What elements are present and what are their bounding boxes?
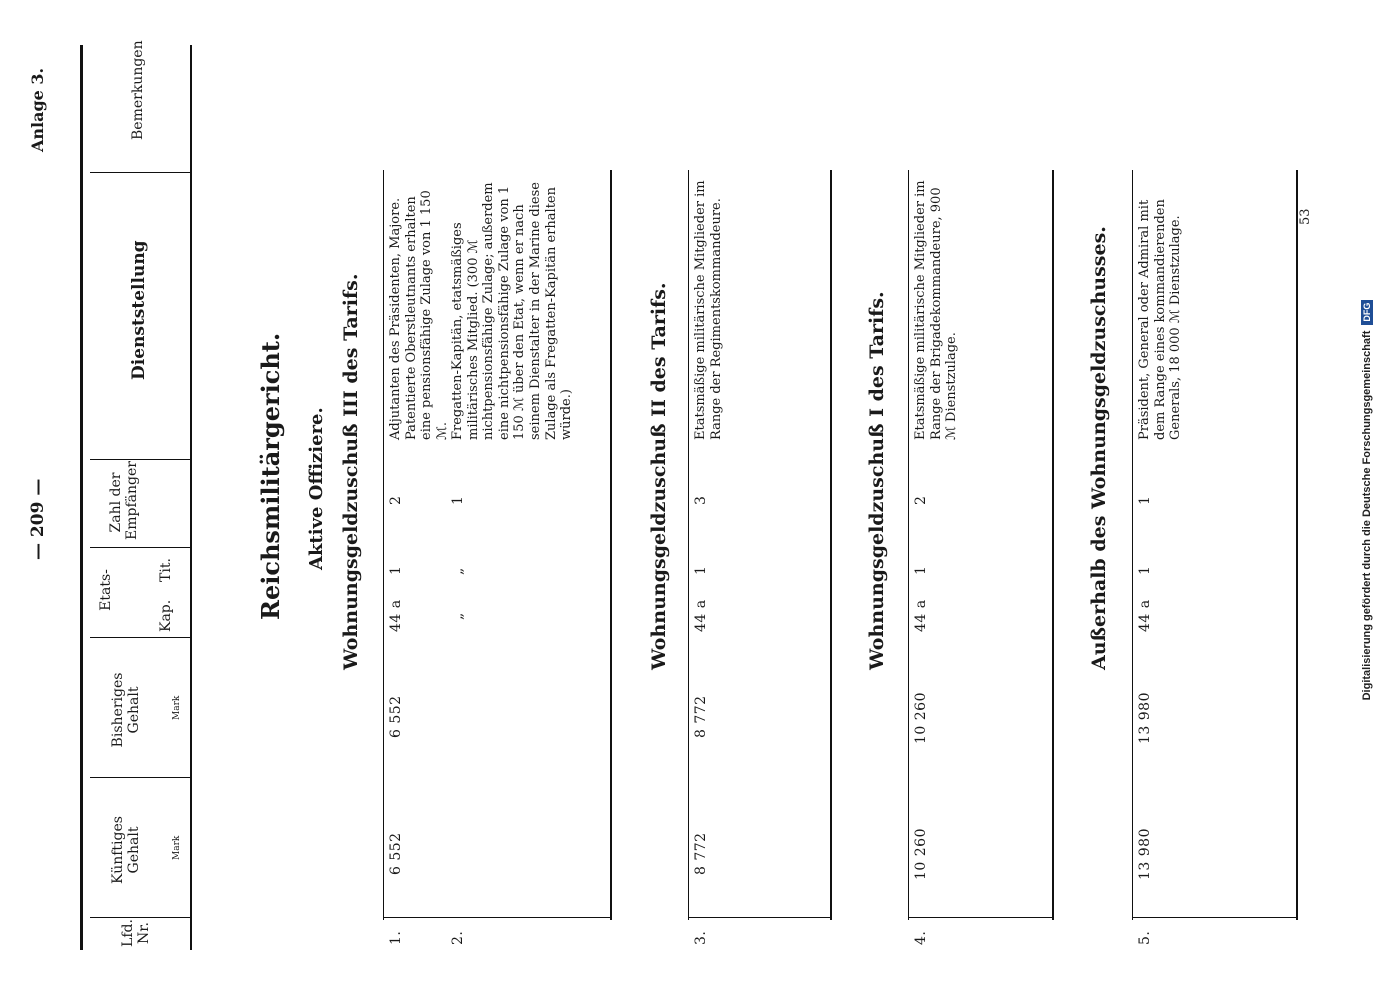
row3-bisher: 8 772 [693,695,709,738]
row2-kap: „ [450,612,466,620]
row3-tit: 1 [693,565,709,575]
row-rule [1296,170,1298,920]
col-bisheriges-unit: Mark [172,695,182,720]
col-zahl: Zahl der Empfänger [108,461,141,540]
col-etats: Etats- [98,569,114,611]
row2-nr: 2. [450,930,466,945]
row2-tit: „ [450,567,466,575]
section-heading-3: Wohnungsgeldzuschuß I des Tarifs. [866,291,888,670]
document-title: Reichsmilitärgericht. [256,332,285,620]
dfg-logo: DFG [1361,300,1373,325]
cell-rule [688,917,830,918]
col-kuenftiges-unit: Mark [172,835,182,860]
col-divider [90,777,190,778]
cell-rule [1132,917,1296,918]
row5-zahl: 1 [1137,495,1153,505]
row3-dienststellung: Etatsmäßige militärische Mitglieder im Range der Regimentskommandeure. [693,180,724,440]
row3-nr: 3. [693,930,709,945]
row1-tit: 1 [388,565,404,575]
row-rule [830,170,832,920]
row3-kap: 44 a [693,599,709,632]
row1-bisher: 6 552 [388,695,404,738]
digitization-note [1356,5,1378,995]
section-heading-2: Wohnungsgeldzuschuß II des Tarifs. [648,282,670,670]
col-tit: Tit. [158,558,174,582]
row2-dienststellung: Fregatten-Kapitän, etatsmäßiges militärisches Mitglied. (300 ℳ nichtpensionsfähige Zulage; außerdem eine nichtpensionsfähige Zulage von 1 150 ℳ über den Etat, wenn er nach seinem Dienstalter in der Marine diese Zulage als Fregatten-Kapitän erhalten würde.) [450,182,575,440]
row-rule [1132,170,1133,920]
col-kuenftiges-gehalt: Künftiges Gehalt [110,816,143,884]
digitization-text: Digitalisierung gefördert durch die Deutsche Forschungsgemeinschaft [1361,330,1373,701]
col-lfd-nr: Lfd. Nr. [120,919,153,947]
row5-nr: 5. [1137,930,1153,945]
row5-dienststellung: Präsident, General oder Admiral mit dem Range eines kommandierenden Generals, 18 000 ℳ Dienstzulage. [1137,199,1184,440]
row2-zahl: 1 [450,495,466,505]
row4-tit: 1 [913,565,929,575]
row-rule [908,170,909,920]
table-top-border [80,45,83,950]
document-subtitle: Aktive Offiziere. [306,407,327,570]
col-divider [90,172,190,173]
row4-nr: 4. [913,930,929,945]
row1-dienststellung: Adjutanten des Präsidenten, Majore. Patentierte Oberstleutnants erhalten eine pensionsfähige Zulage von 1 150 ℳ. [388,190,450,440]
col-divider [90,547,190,548]
section-heading-1: Wohnungsgeldzuschuß III des Tarifs. [340,273,362,670]
row4-zahl: 2 [913,495,929,505]
row1-kuenftig: 6 552 [388,832,404,875]
row5-kuenftig: 13 980 [1137,828,1153,880]
col-divider [90,637,190,638]
section-heading-4: Außerhalb des Wohnungsgeldzuschusses. [1088,226,1110,670]
row5-kap: 44 a [1137,599,1153,632]
col-kap: Kap. [158,599,174,632]
col-bemerkungen: Bemerkungen [130,40,146,140]
row5-bisher: 13 980 [1137,692,1153,744]
cell-rule [908,917,1052,918]
row-rule [610,170,612,920]
page-number: — 209 — [28,478,48,560]
row5-tit: 1 [1137,565,1153,575]
row4-dienststellung: Etatsmäßige militärische Mitglieder im Range der Brigadekommandeure, 900 ℳ Dienstzulage. [913,180,960,440]
row4-kuenftig: 10 260 [913,828,929,880]
row4-bisher: 10 260 [913,692,929,744]
row-rule [1052,170,1054,920]
row-rule [383,170,384,920]
col-dienststellung: Dienststellung [129,240,149,380]
row-rule [688,170,689,920]
row1-zahl: 2 [388,495,404,505]
col-bisheriges-gehalt: Bisheriges Gehalt [110,672,143,748]
row1-nr: 1. [388,930,404,945]
footer-page-number: 53 [1298,208,1313,225]
row4-kap: 44 a [913,599,929,632]
col-divider [90,459,190,460]
row3-zahl: 3 [693,495,709,505]
row3-kuenftig: 8 772 [693,832,709,875]
table-header-rule [190,45,192,950]
row1-kap: 44 a [388,599,404,632]
cell-rule [383,917,610,918]
annex-label: Anlage 3. [28,67,47,152]
